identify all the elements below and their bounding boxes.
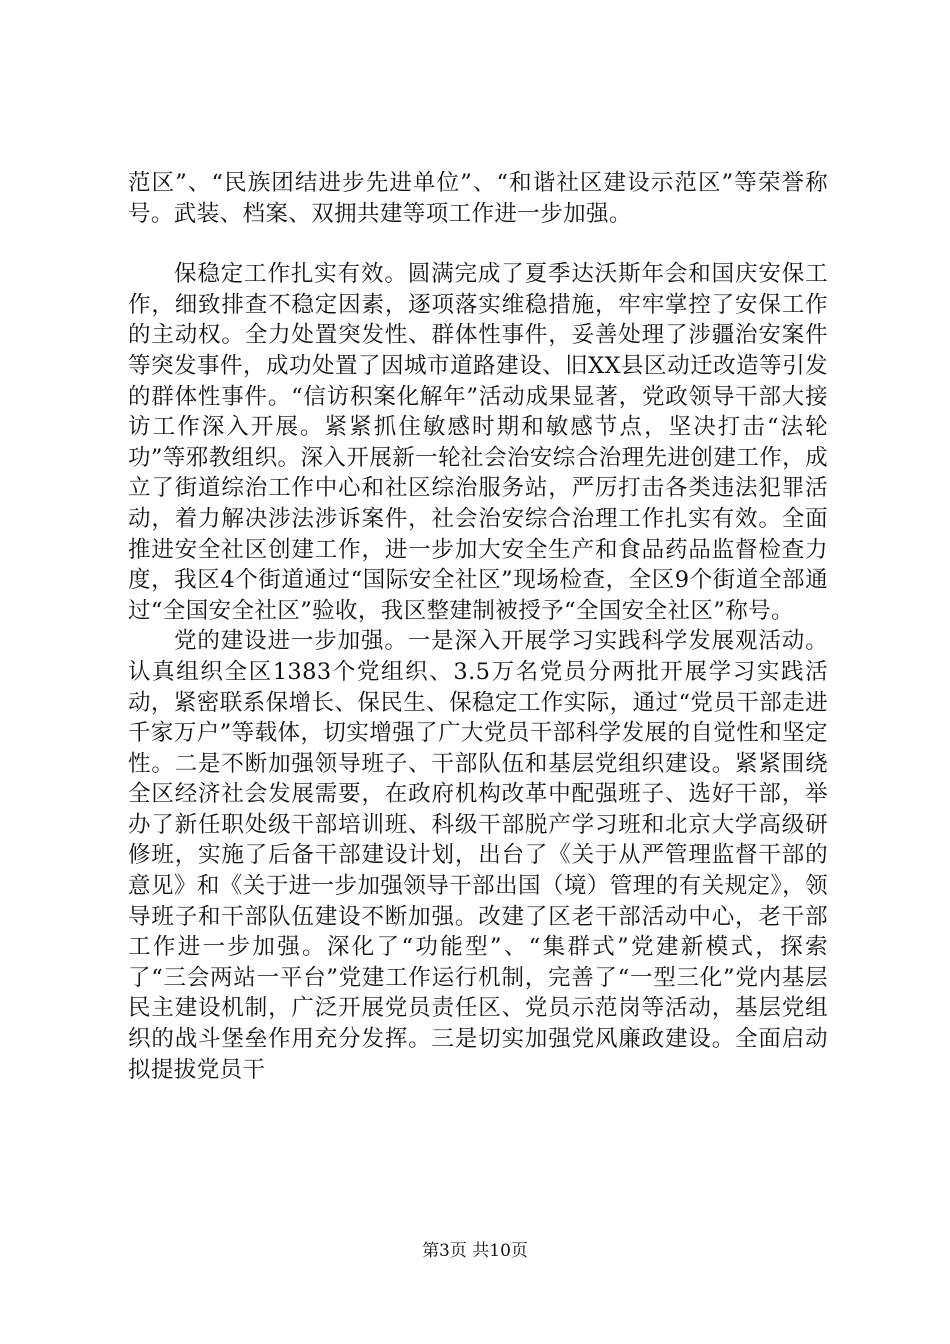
document-body: [128, 168, 828, 1085]
paragraph-party-building: 党的建设进一步加强。一是深入开展学习实践科学发展观活动。认真组织全区1383个党组织、3.5万名党员分两批开展学习实践活动，紧密联系保增长、保民生、保稳定工作实际，通过“党员干部走进千家万户”等载体，切实增强了广大党员干部科学发展的自觉性和坚定性。二是不断加强领导班子、干部队伍和基层党组织建设。紧紧围绕全区经济社会发展需要，在政府机构改革中配强班子、选好干部，举办了新任职处级干部培训班、科级干部脱产学习班和北京大学高级研修班，实施了后备干部建设计划，出台了《关于从严管理监督干部的意见》和《关于进一步加强领导干部出国（境）管理的有关规定》，领导班子和干部队伍建设不断加强。改建了区老干部活动中心，老干部工作进一步加强。深化了“功能型”、“集群式”党建新模式，探索了“三会两站一平台”党建工作运行机制，完善了“一型三化”党内基层民主建设机制，广泛开展党员责任区、党员示范岗等活动，基层党组织的战斗堡垒作用充分发挥。三是切实加强党风廉政建设。全面启动拟提拔党员干: [128, 628, 828, 1083]
paragraph-honors: 范区”、“民族团结进步先进单位”、“和谐社区建设示范区”等荣誉称号。武装、档案、双拥共建等项工作进一步加强。: [128, 170, 828, 227]
page-number-footer: 第3页 共10页: [422, 1241, 528, 1261]
paragraph-stability: 保稳定工作扎实有效。圆满完成了夏季达沃斯年会和国庆安保工作，细致排查不稳定因素，逐项落实维稳措施，牢牢掌控了安保工作的主动权。全力处置突发性、群体性事件，妥善处理了涉疆治安案件等突发事件，成功处置了因城市道路建设、旧XX县区动迁改造等引发的群体性事件。“信访积案化解年”活动成果显著，党政领导干部大接访工作深入开展。紧紧抓住敏感时期和敏感节点，坚决打击“法轮功”等邪教组织。深入开展新一轮社会治安综合治理先进创建工作，成立了街道综治工作中心和社区综治服务站，严厉打击各类违法犯罪活动，着力解决涉法涉诉案件，社会治安综合治理工作扎实有效。全面推进安全社区创建工作，进一步加大安全生产和食品药品监督检查力度，我区4个街道通过“国际安全社区”现场检查，全区9个街道全部通过“全国安全社区”验收，我区整建制被授予“全国安全社区”称号。: [128, 261, 828, 624]
